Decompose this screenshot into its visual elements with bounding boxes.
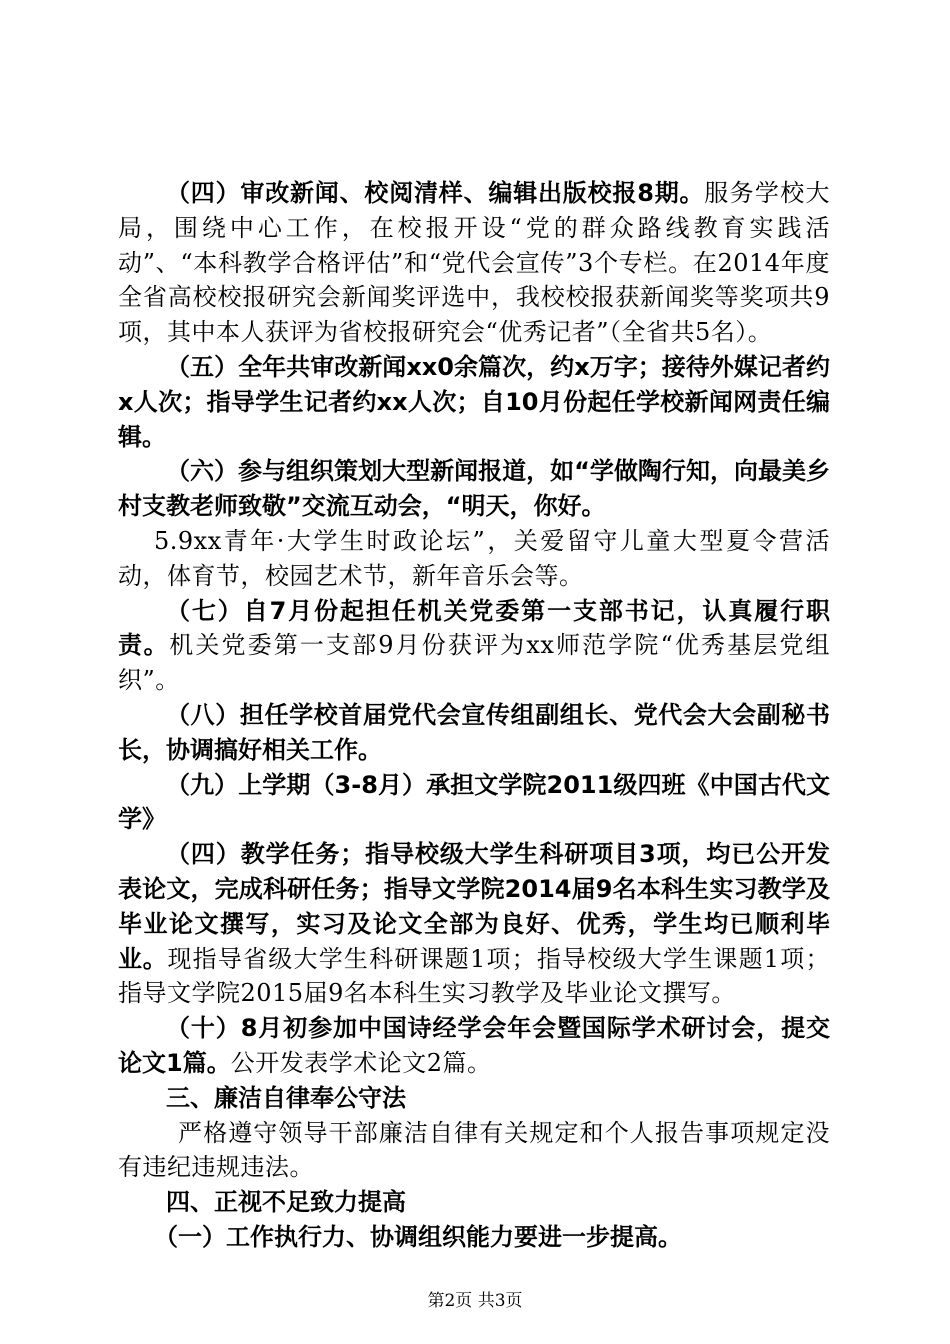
paragraph-bold: （一）工作执行力、协调组织能力要进一步提高。: [154, 1222, 682, 1251]
paragraph-item-improve: [118, 1220, 830, 1255]
paragraph-item-4: [118, 176, 830, 350]
paragraph-item-7: [118, 594, 830, 698]
paragraph-item-6: [118, 454, 830, 524]
heading-text: 三、廉洁自律奉公守法: [166, 1083, 406, 1112]
paragraph-item-8: [118, 698, 830, 768]
paragraph-item-4b: [118, 837, 830, 1011]
paragraph-item-5: [118, 350, 830, 454]
paragraph-text: 现指导省级大学生科研课题1项；指导校级大学生课题1项；指导文学院2015届9名本科生实习教学及毕业论文撰写。: [118, 944, 831, 1008]
section-heading-3: [118, 1081, 830, 1116]
paragraph-bold: （五）全年共审改新闻xx0余篇次，约x万字；接待外媒记者约x人次；指导学生记者约xx人次；自10月份起任学校新闻网责任编辑。: [118, 352, 830, 451]
paragraph-bold: （七）自7月份起担任机关党委第一支部书记，认真履行职责。: [118, 596, 830, 660]
paragraph-text: 严格遵守领导干部廉洁自律有关规定和个人报告事项规定没有违纪违规违法。: [118, 1118, 830, 1182]
paragraph-text: 在校报开设“党的群众路线教育实践活动”、“本科教学合格评估”和“党代会宣传”3个专栏。在2014年度全省高校校报研究会新闻奖评选中，我校校报获新闻奖等奖项共9项，其中本人获评为省校报研究会“优秀记者”（全省共5名）。: [118, 213, 830, 347]
paragraph-bold: （八）担任学校首届党代会宣传组副组长、党代会大会副秘书长，协调搞好相关工作。: [118, 700, 830, 764]
paragraph-bold: （九）上学期（3-8月）承担文学院2011级四班《中国古代文学》: [118, 770, 830, 834]
section-heading-4: [118, 1185, 830, 1220]
paragraph-item-10: [118, 1011, 830, 1081]
paragraph-bold: （四）审改新闻、校阅清样、编辑出版校报8期。: [166, 179, 705, 207]
paragraph-bold-tail: 服务学校大局，围绕中心工作，: [118, 179, 830, 242]
paragraph-bold: （十）8月初参加中国诗经学会年会暨国际学术研讨会，提交论文1篇。: [118, 1014, 830, 1077]
paragraph-text: 机关党委第一支部9月份获评为xx师范学院“优秀基层党组织”。: [118, 631, 831, 695]
document-body: [118, 176, 830, 1255]
paragraph-item-discipline: [118, 1116, 830, 1186]
heading-text: 四、正视不足致力提高: [166, 1188, 406, 1217]
paragraph-item-6-cont: [118, 524, 830, 594]
paragraph-text: 公开发表学术论文2篇。: [230, 1048, 492, 1077]
paragraph-text: 5.9xx青年·大学生时政论坛”，关爱留守儿童大型夏令营活动，体育节，校园艺术节，新年音乐会等。: [118, 526, 830, 590]
paragraph-bold: （四）教学任务；指导校级大学生科研项目3项，均已公开发表论文，完成科研任务；指导文学院2014届9名本科生实习教学及毕业论文撰写，实习及论文全部为良好、优秀，学生均已顺利毕业。: [118, 840, 830, 973]
paragraph-item-9: [118, 768, 830, 838]
page-footer: 第2页 共3页: [427, 1291, 523, 1311]
paragraph-bold: （六）参与组织策划大型新闻报道，如“学做陶行知，向最美乡村支教老师致敬”交流互动会，“明天，你好。: [118, 457, 830, 521]
